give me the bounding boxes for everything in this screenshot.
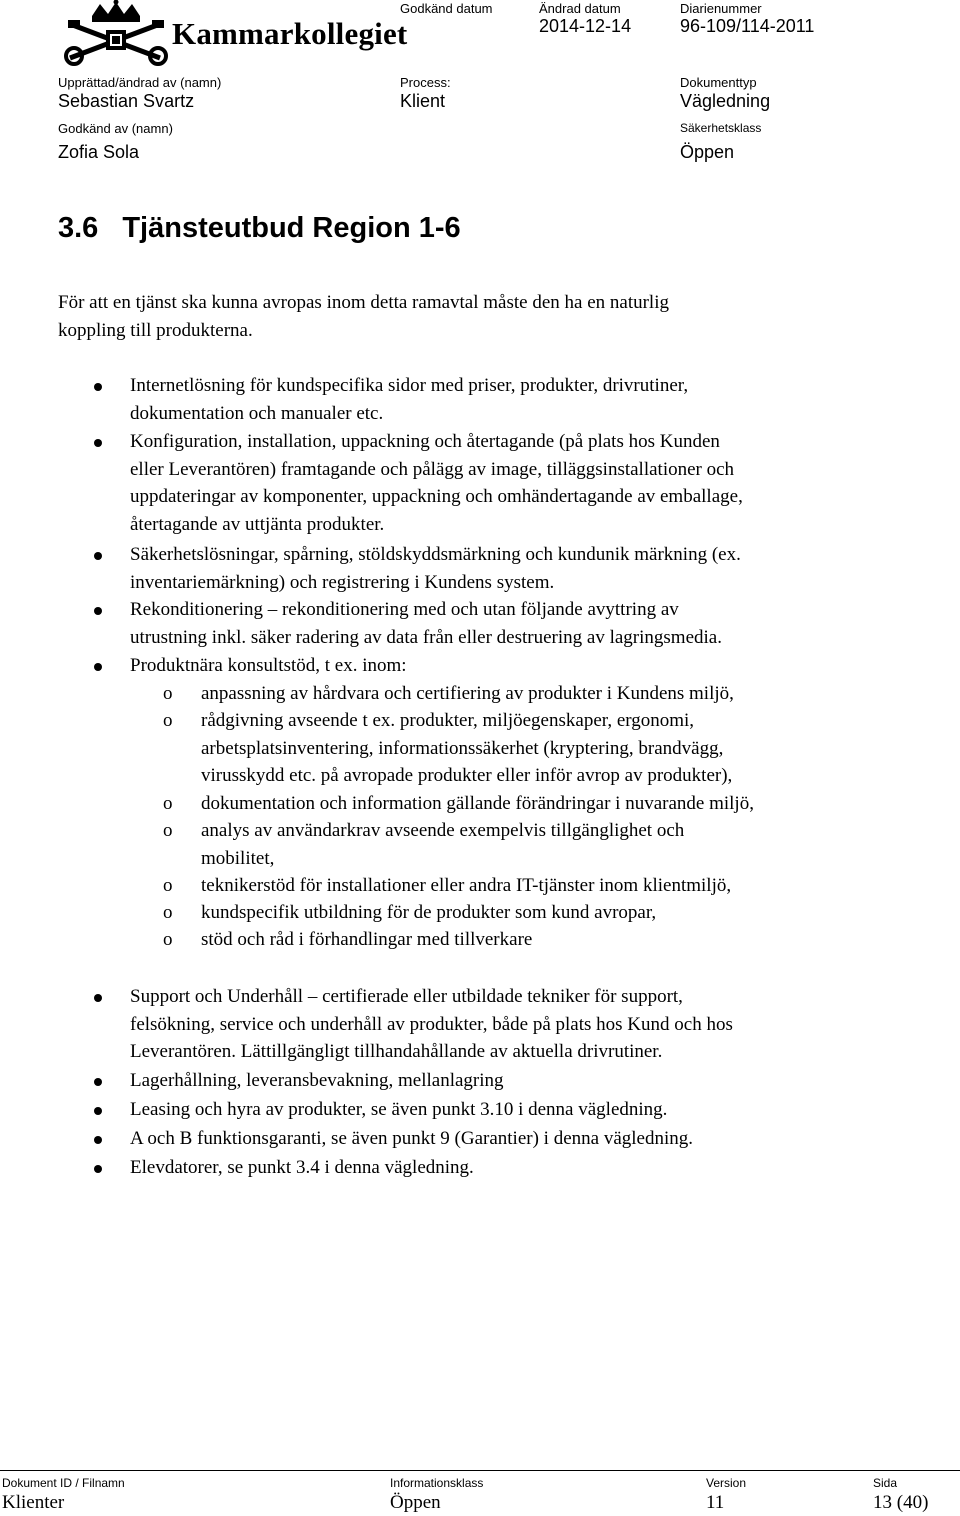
list-item-line: Leasing och hyra av produkter, se även punkt 3.10 i denna vägledning. xyxy=(130,1099,668,1120)
footer-version-label: Version xyxy=(706,1476,747,1490)
sub-bullet-marker: o xyxy=(163,820,173,841)
sub-item-line: teknikerstöd för installationer eller andra IT-tjänster inom klientmiljö, xyxy=(201,875,732,896)
bullet-icon xyxy=(94,1136,102,1144)
bullet-icon xyxy=(94,383,102,391)
list-item-line: eller Leverantören) framtagande och pålägg av image, tilläggsinstallationer och xyxy=(130,458,735,480)
section-title: Tjänsteutbud Region 1-6 xyxy=(122,212,461,244)
sub-item-line: kundspecifik utbildning för de produkter som kund avropar, xyxy=(201,902,657,923)
sub-item-line: stöd och råd i förhandlingar med tillverkare xyxy=(201,929,533,950)
footer-page: 13 (40) xyxy=(873,1492,929,1513)
doctype-label: Dokumenttyp xyxy=(680,75,757,90)
footer-docid-label: Dokument ID / Filnamn xyxy=(2,1476,125,1490)
sub-item-line: anpassning av hårdvara och certifiering av produkter i Kundens miljö, xyxy=(201,683,734,704)
bullet-icon xyxy=(94,607,102,615)
sub-bullet-marker: o xyxy=(163,902,173,923)
process: Klient xyxy=(400,91,446,111)
approved-date-label: Godkänd datum xyxy=(400,1,493,16)
bullet-icon xyxy=(94,663,102,671)
list-item-line: Support och Underhåll – certifierade eller utbildade tekniker för support, xyxy=(130,986,683,1007)
footer-page-label: Sida xyxy=(873,1476,898,1490)
sub-item-line: virusskydd etc. på avropade produkter eller inför avrop av produkter), xyxy=(201,765,733,786)
bullet-icon xyxy=(94,1165,102,1173)
list-item-line: Rekonditionering – rekonditionering med och utan följande avyttring av xyxy=(130,599,679,620)
list-item-line: Produktnära konsultstöd, t ex. inom: xyxy=(130,655,407,676)
logo-wordmark: Kammarkollegiet xyxy=(172,16,408,51)
intro-line: koppling till produkterna. xyxy=(58,319,253,341)
changed-date: 2014-12-14 xyxy=(539,16,632,36)
sub-item-line: mobilitet, xyxy=(201,847,275,869)
intro-line: För att en tjänst ska kunna avropas inom detta ramavtal måste den ha en naturlig xyxy=(58,292,669,313)
list-item-line: A och B funktionsgaranti, se även punkt 9 (Garantier) i denna vägledning. xyxy=(130,1128,693,1149)
list-item-line: Säkerhetslösningar, spårning, stöldskyddsmärkning och kundunik märkning (ex. xyxy=(130,544,741,565)
crown-emblem-icon xyxy=(60,0,172,66)
sub-bullet-marker: o xyxy=(163,710,173,731)
sub-bullet-marker: o xyxy=(163,793,173,814)
footer-info-label: Informationsklass xyxy=(390,1476,484,1490)
footer-docid: Klienter xyxy=(2,1492,65,1513)
author: Sebastian Svartz xyxy=(58,91,195,111)
bullet-icon xyxy=(94,439,102,447)
bullet-icon xyxy=(94,1078,102,1086)
list-item-line: Leverantören. Lättillgängligt tillhandahållande av aktuella drivrutiner. xyxy=(130,1041,663,1062)
list-item-line: utrustning inkl. säker radering av data från eller destruering av lagringsmedia. xyxy=(130,626,722,648)
diary-number: 96-109/114-2011 xyxy=(680,16,815,36)
approved-by-label: Godkänd av (namn) xyxy=(58,121,173,136)
diary-number-label: Diarienummer xyxy=(680,1,762,16)
bullet-icon xyxy=(94,1107,102,1115)
list-item-line: Lagerhållning, leveransbevakning, mellanlagring xyxy=(130,1070,504,1091)
bullet-icon xyxy=(94,552,102,560)
list-item-line: Konfiguration, installation, uppackning och återtagande (på plats hos Kunden xyxy=(130,431,720,452)
sub-bullet-marker: o xyxy=(163,683,173,704)
footer-version: 11 xyxy=(706,1492,725,1513)
list-item-line: inventariemärkning) och registrering i Kundens system. xyxy=(130,571,555,593)
list-item-line: uppdateringar av komponenter, uppackning och omhändertagande av emballage, xyxy=(130,486,743,507)
list-item-line: Elevdatorer, se punkt 3.4 i denna vägledning. xyxy=(130,1157,474,1178)
footer-divider xyxy=(0,1470,960,1471)
sub-item-line: analys av användarkrav avseende exempelvis tillgänglighet och xyxy=(201,820,685,841)
list-item-line: dokumentation och manualer etc. xyxy=(130,402,384,424)
doctype: Vägledning xyxy=(680,91,771,111)
sub-item-line: rådgivning avseende t ex. produkter, miljöegenskaper, ergonomi, xyxy=(201,710,695,731)
section-number: 3.6 xyxy=(58,212,99,244)
list-item-line: Internetlösning för kundspecifika sidor med priser, produkter, drivrutiner, xyxy=(130,375,689,396)
list-item-line: felsökning, service och underhåll av produkter, både på plats hos Kund och hos xyxy=(130,1013,733,1035)
changed-date-label: Ändrad datum xyxy=(539,1,621,16)
sub-bullet-marker: o xyxy=(163,875,173,896)
footer-info: Öppen xyxy=(390,1492,441,1513)
bullet-icon xyxy=(94,994,102,1002)
sub-bullet-marker: o xyxy=(163,929,173,950)
author-label: Upprättad/ändrad av (namn) xyxy=(58,75,222,90)
section-heading xyxy=(58,212,461,245)
approved-by: Zofia Sola xyxy=(58,142,140,162)
security-class: Öppen xyxy=(680,142,735,162)
list-item-line: återtagande av uttjänta produkter. xyxy=(130,513,385,535)
process-label: Process: xyxy=(400,75,451,90)
intro-paragraph xyxy=(58,289,918,344)
sub-item-line: dokumentation och information gällande förändringar i nuvarande miljö, xyxy=(201,793,754,814)
security-label: Säkerhetsklass xyxy=(680,121,762,135)
sub-item-line: arbetsplatsinventering, informationssäkerhet (kryptering, brandvägg, xyxy=(201,737,724,759)
kammarkollegiet-logo xyxy=(60,0,408,66)
